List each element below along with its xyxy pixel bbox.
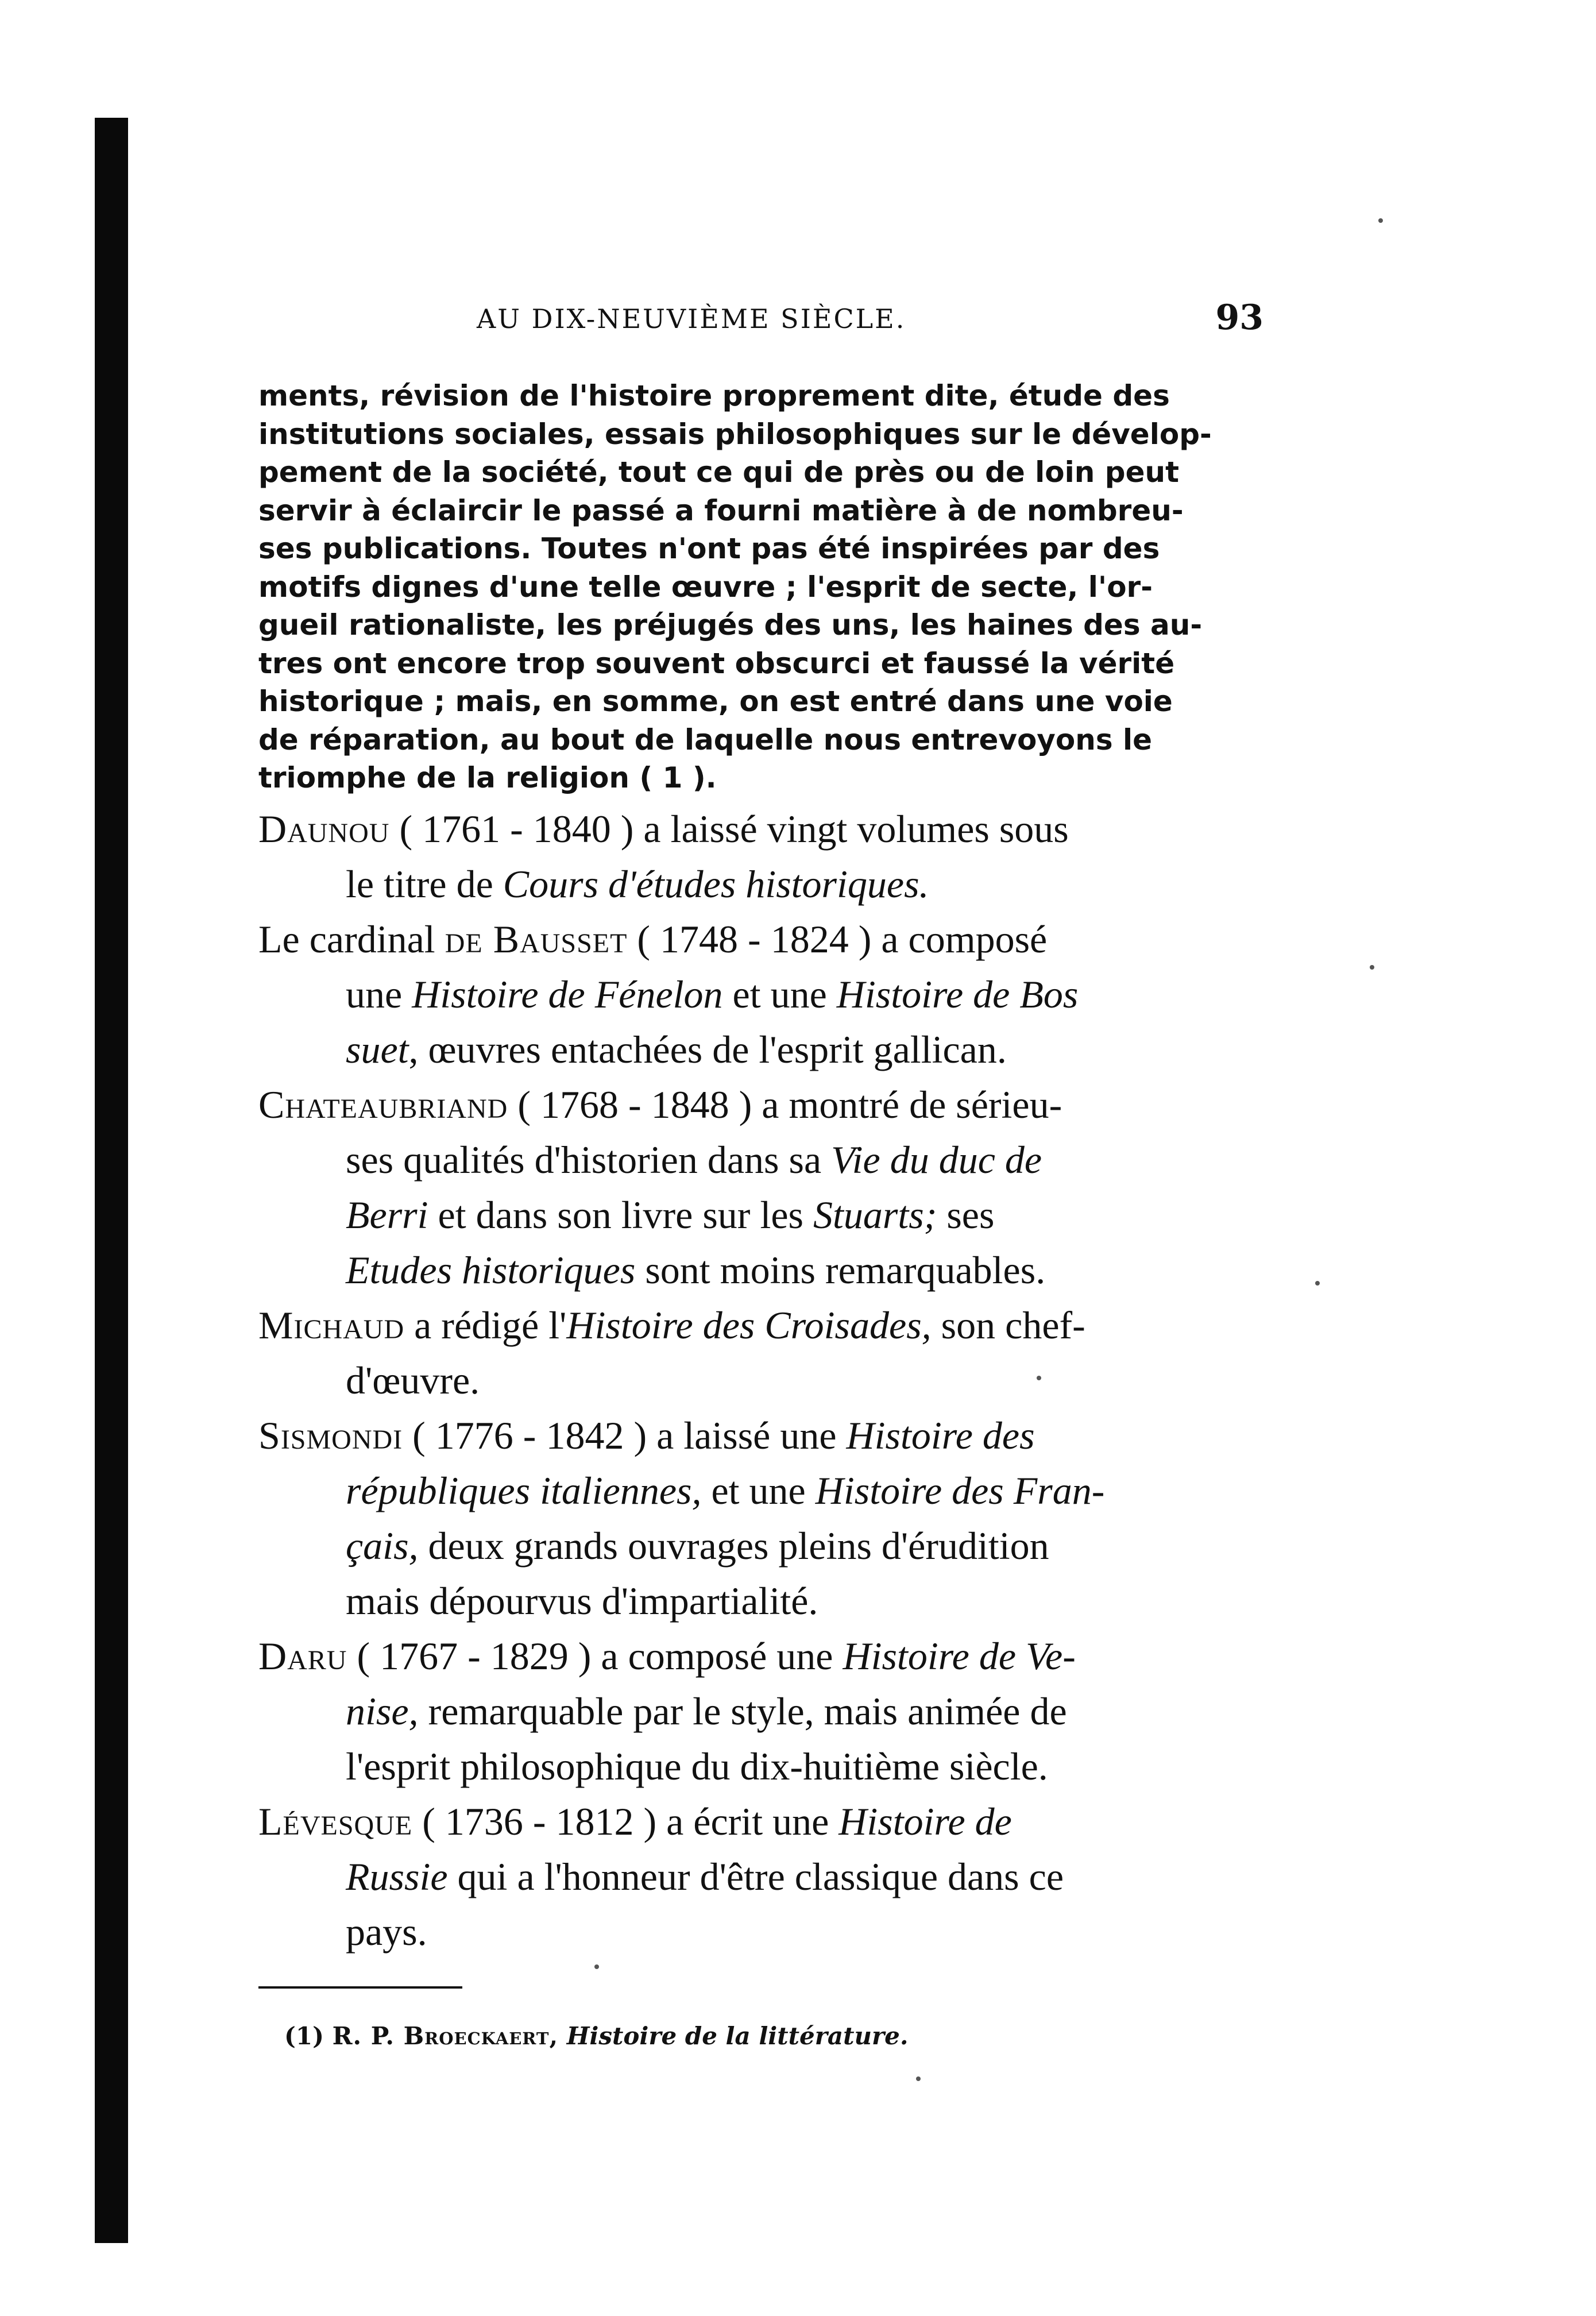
entry-sismondi [258, 1408, 1269, 1628]
entry-text: et une [701, 1469, 816, 1512]
work-title: Vie du duc de [831, 1138, 1042, 1182]
intro-line: triomphe de la religion ( 1 ). [258, 761, 717, 794]
entry-line [258, 1794, 1269, 1849]
author-name: de Bausset [445, 917, 628, 961]
work-title: Histoire des [846, 1414, 1035, 1457]
entry-daru [258, 1628, 1269, 1794]
work-title: suet [346, 1028, 409, 1071]
intro-line: motifs dignes d'une telle œuvre ; l'esprit de secte, l'or- [258, 570, 1153, 604]
work-title: Histoire de Bos [836, 972, 1079, 1016]
work-title: çais, [346, 1524, 419, 1568]
entry-levesque [258, 1794, 1269, 1959]
work-title: Histoire des Croisades, [566, 1303, 932, 1347]
historian-entries [258, 801, 1269, 1959]
intro-line: ments, révision de l'histoire proprement dite, étude des [258, 379, 1170, 412]
entry-text: ses qualités d'historien dans sa [346, 1138, 832, 1182]
entry-line [258, 1518, 1269, 1573]
scan-speck [1315, 1281, 1320, 1286]
entry-line [258, 1022, 1269, 1077]
work-title: Etudes historiques [346, 1248, 636, 1292]
entry-text: ( 1768 - 1848 ) a montré de sérieu- [508, 1083, 1062, 1126]
intro-line: pement de la société, tout ce qui de près ou de loin peut [258, 456, 1180, 489]
work-title: républiques italiennes, [346, 1469, 702, 1512]
scan-speck [1370, 965, 1374, 970]
entry-bausset [258, 912, 1269, 1077]
entry-line [258, 1904, 1269, 1959]
work-title: Histoire de Fénelon [412, 972, 723, 1016]
scan-speck [1378, 218, 1383, 223]
entry-text: qui a l'honneur d'être classique dans ce [447, 1855, 1064, 1898]
entry-line [258, 1739, 1269, 1794]
entry-line [258, 1684, 1269, 1739]
page-header [477, 298, 1263, 349]
entry-text: une [346, 972, 412, 1016]
entry-text: ses [937, 1193, 995, 1237]
footnote-rule [258, 1986, 462, 1989]
entry-line [258, 1573, 1269, 1628]
work-title: Stuarts; [813, 1193, 937, 1237]
entry-text: l'esprit philosophique du dix-huitième siècle. [346, 1744, 1048, 1788]
intro-line: servir à éclaircir le passé a fourni matière à de nombreu- [258, 493, 1184, 527]
work-title: Histoire des Fran- [815, 1469, 1105, 1512]
binding-shadow [95, 118, 128, 2243]
entry-line [258, 1187, 1269, 1242]
entry-text: a rédigé l' [404, 1303, 567, 1347]
entry-line [258, 967, 1269, 1022]
entry-line [258, 1298, 1269, 1353]
entry-line [258, 1077, 1269, 1132]
author-name: Lévesque [258, 1800, 413, 1843]
running-title: AU DIX-NEUVIÈME SIÈCLE. [477, 303, 906, 334]
footnote-title: Histoire de la littérature. [558, 2022, 909, 2050]
entry-line [258, 1628, 1269, 1684]
scan-speck [1037, 1376, 1041, 1380]
work-title: Cours d'études historiques. [503, 862, 929, 906]
intro-line: institutions sociales, essais philosophiques sur le dévelop- [258, 417, 1212, 451]
entry-text: le titre de [346, 862, 503, 906]
author-name: Chateaubriand [258, 1083, 508, 1126]
intro-paragraph [258, 377, 1263, 797]
entry-line [258, 801, 1269, 856]
entry-text: , œuvres entachées de l'esprit gallican. [408, 1028, 1007, 1071]
entry-text: pays. [346, 1910, 427, 1954]
entry-line [258, 1408, 1269, 1463]
entry-line [258, 1463, 1269, 1518]
intro-line: de réparation, au bout de laquelle nous entrevoyons le [258, 723, 1153, 756]
entry-text: sont moins remarquables. [635, 1248, 1046, 1292]
footnote [284, 2022, 1146, 2050]
work-title: nise, [346, 1689, 419, 1733]
entry-text: Le cardinal [258, 917, 445, 961]
entry-line [258, 912, 1269, 967]
author-name: Sismondi [258, 1414, 403, 1457]
work-title: Berri [346, 1193, 428, 1237]
entry-text: ( 1776 - 1842 ) a laissé une [403, 1414, 847, 1457]
author-name: Michaud [258, 1303, 405, 1347]
entry-text: ( 1761 - 1840 ) a laissé vingt volumes sous [389, 807, 1069, 851]
footnote-author: R. P. Broeckaert, [332, 2022, 559, 2050]
intro-line: historique ; mais, en somme, on est entré dans une voie [258, 685, 1173, 718]
entry-line [258, 1849, 1269, 1904]
entry-daunou [258, 801, 1269, 912]
entry-line [258, 1353, 1269, 1408]
footnote-marker: (1) [284, 2022, 333, 2050]
entry-text: mais dépourvus d'impartialité. [346, 1579, 818, 1623]
entry-line [258, 856, 1269, 912]
entry-text: ( 1767 - 1829 ) a composé une [347, 1634, 843, 1678]
entry-text: et une [722, 972, 837, 1016]
work-title: Histoire de Ve- [843, 1634, 1076, 1678]
entry-text: son chef- [931, 1303, 1085, 1347]
entry-text: deux grands ouvrages pleins d'érudition [418, 1524, 1049, 1568]
entry-text: ( 1748 - 1824 ) a composé [627, 917, 1048, 961]
work-title: Histoire de [838, 1800, 1012, 1843]
entry-line [258, 1132, 1269, 1187]
entry-chateaubriand [258, 1077, 1269, 1298]
entry-michaud [258, 1298, 1269, 1408]
scan-speck [594, 1964, 599, 1969]
author-name: Daru [258, 1634, 347, 1678]
scan-speck [916, 2076, 921, 2081]
entry-text: d'œuvre. [346, 1358, 480, 1402]
author-name: Daunou [258, 807, 390, 851]
entry-text: remarquable par le style, mais animée de [418, 1689, 1067, 1733]
intro-line: gueil rationaliste, les préjugés des uns, les haines des au- [258, 608, 1203, 642]
page-number: 93 [1215, 298, 1263, 338]
entry-text: ( 1736 - 1812 ) a écrit une [412, 1800, 839, 1843]
entry-text: et dans son livre sur les [428, 1193, 813, 1237]
intro-line: tres ont encore trop souvent obscurci et faussé la vérité [258, 646, 1175, 680]
entry-line [258, 1242, 1269, 1298]
work-title: Russie [346, 1855, 448, 1898]
intro-line: ses publications. Toutes n'ont pas été inspirées par des [258, 532, 1160, 565]
